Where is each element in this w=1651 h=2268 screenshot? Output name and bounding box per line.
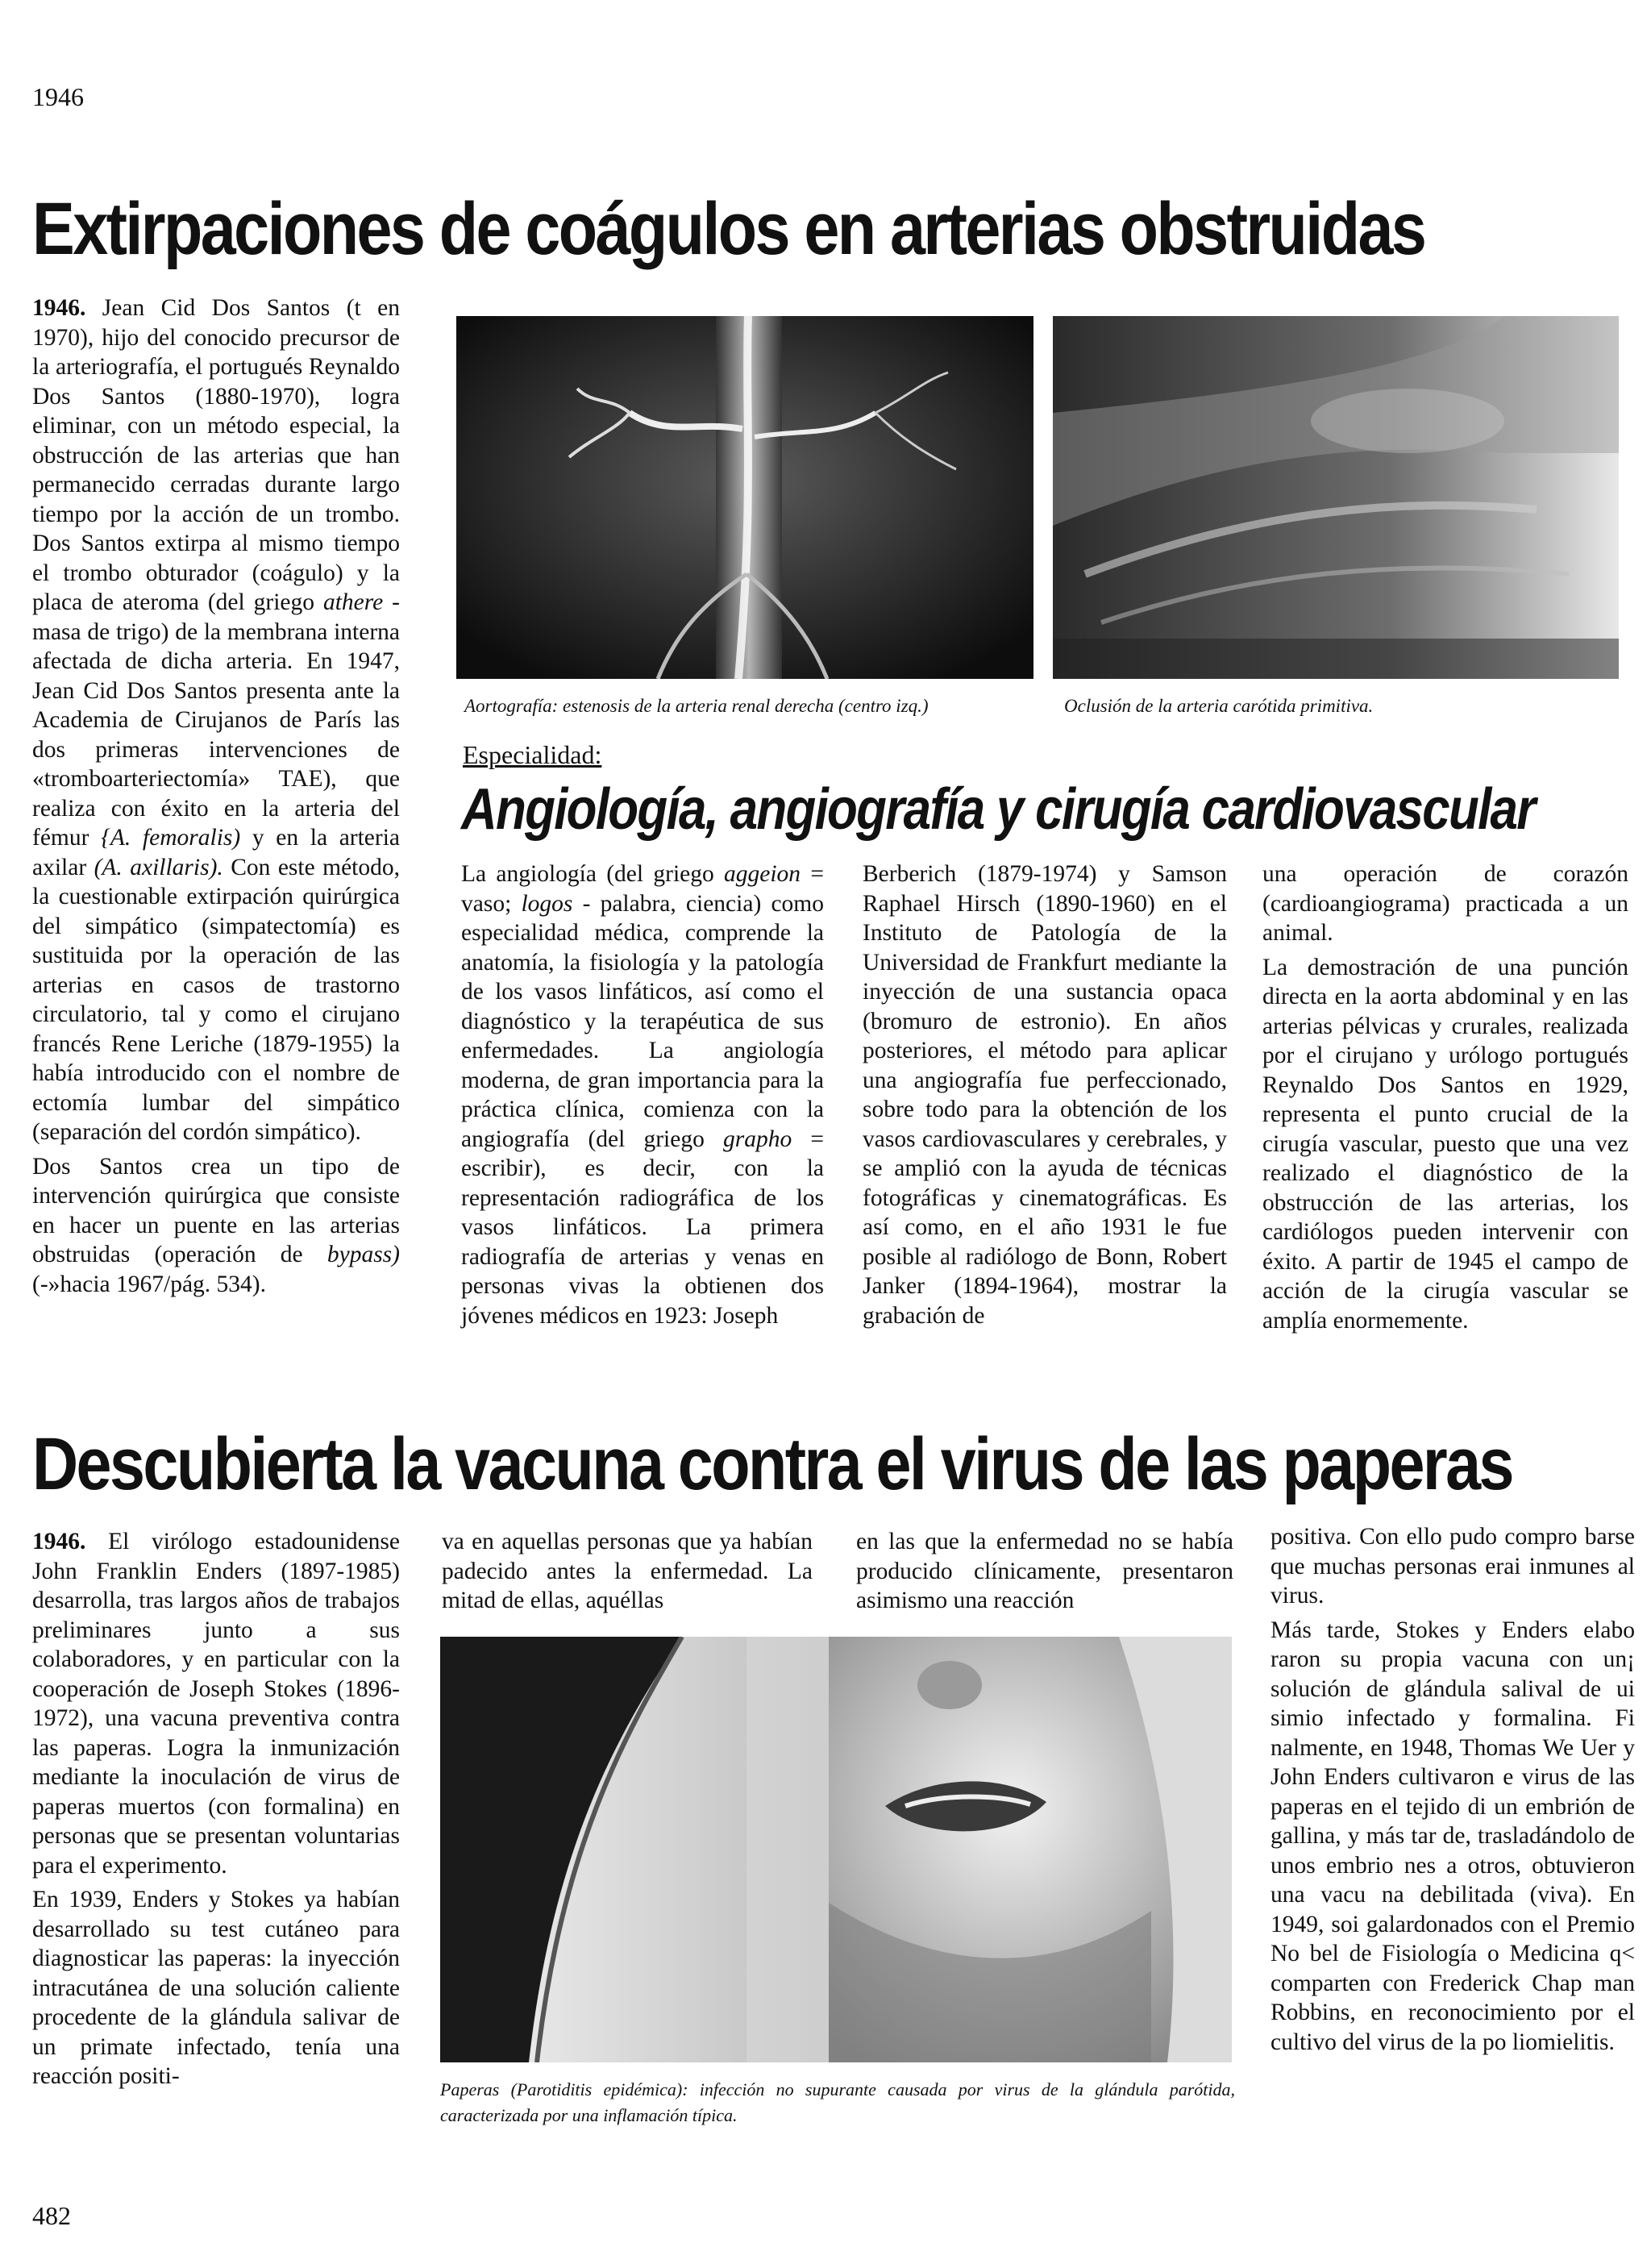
specialty-paragraph-4: La demostración de una punción directa en la aorta abdominal y en las arterias pélvicas y crurales, realizada por el cirujano y urólogo portugués Reynaldo Dos Santos en 1929, representa el punto crucial de la cirugía vascular, puesto que una vez realizado el diagnóstico de la obstrucción de las arterias, los cardiólogos pueden intervenir con éxito. A partir de 1945 el campo de acción de la cirugía vascular se amplía enormemente. xyxy=(1262,954,1628,1334)
aortography-xray-image xyxy=(456,316,1033,679)
specialty-label: Especialidad: xyxy=(463,740,602,769)
text-run: La angiología (del griego xyxy=(461,861,725,887)
specialty-paragraph-2: Berberich (1879-1974) y Samson Raphael Hirsch (1890-1960) en el Instituto de Patología de la Universidad de Frankfurt mediante la inyección de una sustancia opaca (bromuro de estronio). En años posteriores, el método para aplicar una angiografía fue perfeccionado, sobre todo para la obtención de los vasos cardiovasculares y cerebrales, y se amplió con la ayuda de técnicas fotográficas y cinematográficas. Es así como, en el año 1931 le fue posible al radiólogo de Bonn, Robert Janker (1894-1964), mostrar la grabación de xyxy=(863,861,1227,1329)
text-run: El virólogo estadounidense John Franklin Enders (1897-1985) desarrolla, tras largos años de trabajos preliminares junto a sus colaboradores, y en particular con la cooperación de Joseph Stokes (1896-1972), una vacuna preventiva contra las paperas. Logra la inmunización mediante la inoculación de virus de paperas muertos (con formalina) en personas que se presentan voluntarias para el experimento. xyxy=(32,1529,400,1879)
text-italic: aggeion xyxy=(724,861,801,887)
text-run: - palabra, ciencia) como especialidad médica, comprende la anatomía, la fisiología y la patología de los vasos linfáticos, así como el diagnóstico y la terapéutica de sus enfermedades. La angiología moderna, de gran importancia para la práctica clínica, comienza con la angiografía (del griego xyxy=(461,890,824,1152)
specialty-column-1 xyxy=(461,859,824,1335)
article1-paragraph-2 xyxy=(32,1152,400,1300)
aortography-caption: Aortografía: estenosis de la arteria renal derecha (centro izq.) xyxy=(464,696,929,716)
article2-paragraph-6: Más tarde, Stokes y Enders elabo raron su propia vacuna con un¡ solución de glándula salival de ui simio infectado y formalina. Fi nalmente, en 1948, Thomas We Uer y John Enders cultivaron e virus de las paperas en el tejido di un embrión de gallina, y más tar de, trasladándolo de unos embrio nes a otros, obtuvieron una vacu na debilitada (viva). En 1949, soi galardonados con el Premio No bel de Fisiología o Medicina q< comparten con Frederick Chap man Robbins, en reconocimiento por el cultivo del virus de la po liomielitis. xyxy=(1270,1617,1635,2055)
year-lead: 1946. xyxy=(32,1529,86,1554)
specialty-column-2 xyxy=(863,859,1227,1335)
mumps-photo-caption: Paperas (Parotiditis epidémica): infección no supurante causada por virus de la glándula parótida, caracterizada por una inflamación típica. xyxy=(440,2079,1235,2125)
article2-paragraph-2: En 1939, Enders y Stokes ya habían desarrollado su test cutáneo para diagnosticar las paperas: la inyección intracutánea de una solución caliente procedente de la glándula salivar de un primate infectado, tenía una reacción positi- xyxy=(32,1887,400,2089)
article2-column-4 xyxy=(1270,1522,1635,2062)
article2-title: Descubierta la vacuna contra el virus de las paperas xyxy=(32,1423,1512,1505)
carotid-xray-image xyxy=(1053,316,1619,679)
article1-paragraph-1 xyxy=(32,293,400,1147)
text-run: - masa de trigo) de la membrana interna afectada de dicha arteria. En 1947, Jean Cid Dos Santos presenta ante la Academia de Cirujanos de París las dos primeras intervenciones de «tromboarteriectomía» TAE), que realiza con éxito en la arteria del fémur xyxy=(32,589,401,851)
specialty-title: Angiología, angiografía y cirugía cardiovascular xyxy=(461,777,1535,842)
article2-paragraph-4: en las que la enfermedad no se había producido clínicamente, presentaron asimismo una reacción xyxy=(856,1529,1233,1613)
text-italic: (A. axillaris). xyxy=(94,854,223,880)
carotid-caption: Oclusión de la arteria carótida primitiva. xyxy=(1064,696,1374,716)
article2-paragraph-1 xyxy=(32,1527,400,1880)
text-run: (-»hacia 1967/pág. 534). xyxy=(32,1271,266,1297)
mumps-photo-left xyxy=(440,1637,829,2062)
text-italic: logos xyxy=(521,890,573,917)
page-year: 1946 xyxy=(32,82,84,111)
article2-column-2 xyxy=(442,1527,813,1621)
text-run: Con este método, la cuestionable extirpación quirúrgica del simpático (simpatectomía) es sustituida por la operación de las arterias en casos de trastorno circulatorio, tal y como el cirujano francés Rene Leriche (1879-1955) la había introducido con el nombre de ectomía lumbar del simpático (separación del cordón simpático). xyxy=(32,854,401,1145)
article2-paragraph-3: va en aquellas personas que ya habían padecido antes la enfermedad. La mitad de ellas, aquéllas xyxy=(442,1529,813,1613)
article1-title: Extirpaciones de coágulos en arterias obstruidas xyxy=(32,188,1425,270)
text-italic: bypass) xyxy=(326,1242,400,1267)
text-run: = vaso; xyxy=(461,861,824,917)
mumps-photo-right xyxy=(829,1637,1232,2062)
specialty-paragraph-3: una operación de corazón (cardioangiograma) practicada a un animal. xyxy=(1262,861,1628,946)
text-italic: {A. femoralis) xyxy=(101,825,241,851)
article1-column-1 xyxy=(32,293,400,1304)
text-run: Jean Cid Dos Santos (t en 1970), hijo del conocido precursor de la arteriografía, el portugués Reynaldo Dos Santos (1880-1970), logra eliminar, con un método especial, la obstrucción de las arterias que han permanecido cerradas durante largo tiempo por la acción de un trombo. Dos Santos extirpa al mismo tiempo el trombo obturador (coágulo) y la placa de ateroma (del griego xyxy=(32,295,400,615)
text-run: y en la arteria axilar xyxy=(32,825,401,880)
article2-paragraph-5: positiva. Con ello pudo compro barse que muchas personas erai inmunes al virus. xyxy=(1270,1524,1635,1608)
page-number: 482 xyxy=(32,2201,71,2230)
text-italic: athere xyxy=(322,589,384,615)
text-run: = escribir), es decir, con la representación radiográfica de los vasos linfáticos. La primera radiografía de arterias y venas en personas vivas la obtienen dos jóvenes médicos en 1923: Joseph xyxy=(461,1126,825,1329)
specialty-paragraph-1 xyxy=(461,859,824,1330)
article2-column-3 xyxy=(856,1527,1233,1621)
text-italic: grapho xyxy=(722,1126,792,1152)
year-lead: 1946. xyxy=(32,295,86,321)
article2-column-1 xyxy=(32,1527,400,2096)
text-run: Dos Santos crea un tipo de intervención quirúrgica que consiste en hacer un puente en las arterias obstruidas (operación de xyxy=(32,1153,400,1267)
specialty-column-3 xyxy=(1262,859,1628,1340)
